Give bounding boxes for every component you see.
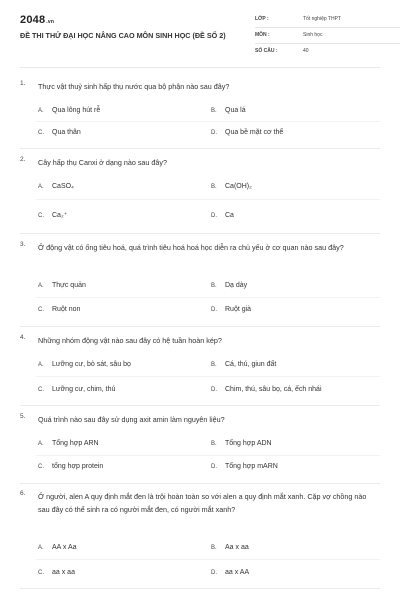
option-text: Qua thân xyxy=(52,129,81,136)
exam-title: ĐỀ THI THỬ ĐẠI HỌC NÂNG CAO MÔN SINH HỌC (ĐỀ SỐ 2) xyxy=(20,31,226,40)
option-text: tổng hợp protein xyxy=(52,463,104,470)
exam-meta xyxy=(255,14,400,61)
option-text: AA x Aa xyxy=(52,544,77,551)
question-number: 4. xyxy=(20,334,26,341)
option-d[interactable] xyxy=(211,569,249,576)
option-letter: A. xyxy=(38,283,44,289)
option-text: aa x aa xyxy=(52,569,75,576)
meta-value: 40 xyxy=(303,48,309,54)
option-text: Ca xyxy=(225,212,234,219)
option-letter: C. xyxy=(38,130,44,136)
logo-suffix: .vn xyxy=(46,19,55,25)
logo-text: 2048 xyxy=(20,14,46,26)
option-a[interactable] xyxy=(38,183,74,190)
option-text: Qua lông hút rễ xyxy=(52,107,101,114)
option-letter: C. xyxy=(38,464,44,470)
option-d[interactable] xyxy=(211,212,234,219)
option-b[interactable] xyxy=(211,183,252,190)
question-text: Thực vật thuỷ sinh hấp thụ nước qua bộ phận nào sau đây? xyxy=(38,82,230,91)
option-divider xyxy=(36,455,380,456)
option-text: Tổng hợp ARN xyxy=(52,440,99,447)
question-text: Ở người, alen A quy định mắt đen là trội hoàn toàn so với alen a quy định mắt xanh. Cặp vợ chồng nào sau đây có thể sinh ra có người mắt đen, có người mắt xanh? xyxy=(38,492,367,514)
option-letter: B. xyxy=(211,108,217,114)
option-letter: D. xyxy=(211,130,217,136)
option-a[interactable] xyxy=(38,107,100,114)
option-letter: D. xyxy=(211,307,217,313)
question-text: Cây hấp thụ Canxi ở dạng nào sau đây? xyxy=(38,158,167,167)
option-letter: B. xyxy=(211,283,217,289)
option-a[interactable] xyxy=(38,282,86,289)
option-d[interactable] xyxy=(211,463,278,470)
option-letter: A. xyxy=(38,108,44,114)
option-d[interactable] xyxy=(211,306,251,313)
option-a[interactable] xyxy=(38,361,131,368)
question-number: 5. xyxy=(20,413,26,420)
option-letter: A. xyxy=(38,362,44,368)
option-text: aa x AA xyxy=(225,569,250,576)
option-text: Ruột non xyxy=(52,306,81,313)
option-c[interactable] xyxy=(38,569,75,576)
option-text: Chim, thú, sâu bọ, cá, ếch nhái xyxy=(225,386,322,393)
option-text: Dạ dày xyxy=(225,282,248,289)
option-letter: A. xyxy=(38,545,44,551)
option-text: Tổng hợp ADN xyxy=(225,440,272,447)
question-divider xyxy=(20,588,380,589)
meta-value: Sinh học xyxy=(303,32,323,38)
site-logo[interactable] xyxy=(20,14,54,26)
option-divider xyxy=(36,376,380,377)
option-text: Lưỡng cư, bò sát, sâu bọ xyxy=(52,361,131,368)
question-number: 6. xyxy=(20,490,26,497)
option-letter: C. xyxy=(38,570,44,576)
question-divider xyxy=(20,148,380,149)
option-divider xyxy=(36,199,380,200)
question-text: Những nhóm động vật nào sau đây có hệ tuần hoàn kép? xyxy=(38,336,222,345)
option-text: Aa x aa xyxy=(225,544,249,551)
option-divider xyxy=(36,297,380,298)
option-letter: C. xyxy=(38,387,44,393)
option-a[interactable] xyxy=(38,440,99,447)
option-text: Ca₂⁺ xyxy=(52,212,68,219)
option-letter: B. xyxy=(211,545,217,551)
option-text: Ruột già xyxy=(225,306,252,313)
option-text: Ca(OH)₂ xyxy=(225,183,252,190)
option-letter: A. xyxy=(38,184,44,190)
question-number: 1. xyxy=(20,80,26,87)
option-c[interactable] xyxy=(38,211,67,219)
option-text: Tổng hợp mARN xyxy=(225,463,278,470)
header-divider xyxy=(20,67,380,68)
question-divider xyxy=(20,483,380,484)
option-a[interactable] xyxy=(38,544,77,551)
option-d[interactable] xyxy=(211,386,322,393)
option-divider xyxy=(36,121,380,122)
option-letter: D. xyxy=(211,464,217,470)
option-letter: C. xyxy=(38,307,44,313)
option-b[interactable] xyxy=(211,107,246,114)
option-divider xyxy=(36,559,380,560)
option-letter: C. xyxy=(38,213,44,219)
option-letter: B. xyxy=(211,362,217,368)
option-letter: D. xyxy=(211,387,217,393)
option-text: Cá, thú, giun đất xyxy=(225,361,277,368)
option-text: Lưỡng cư, chim, thú xyxy=(52,386,116,393)
option-text: Qua lá xyxy=(225,107,246,114)
option-letter: A. xyxy=(38,441,44,447)
option-text: Thực quản xyxy=(52,282,86,289)
option-b[interactable] xyxy=(211,544,249,551)
question-divider xyxy=(20,233,380,234)
option-b[interactable] xyxy=(211,440,272,447)
question-divider xyxy=(20,326,380,327)
option-letter: D. xyxy=(211,213,217,219)
meta-label: SỐ CÂU : xyxy=(255,48,278,54)
option-c[interactable] xyxy=(38,306,80,313)
exam-header xyxy=(20,14,380,58)
option-letter: D. xyxy=(211,570,217,576)
question-number: 2. xyxy=(20,156,26,163)
option-letter: B. xyxy=(211,184,217,190)
meta-label: MÔN : xyxy=(255,32,270,38)
meta-label: LỚP : xyxy=(255,16,269,22)
option-c[interactable] xyxy=(38,129,81,136)
option-b[interactable] xyxy=(211,361,276,368)
option-text: CaSO₄ xyxy=(52,183,74,190)
question-divider xyxy=(20,405,380,406)
meta-row-subject xyxy=(255,30,400,44)
meta-row-count xyxy=(255,46,400,59)
option-b[interactable] xyxy=(211,282,247,289)
option-c[interactable] xyxy=(38,463,103,470)
meta-value: Tốt nghiệp THPT xyxy=(303,16,341,22)
option-d[interactable] xyxy=(211,129,283,136)
option-letter: B. xyxy=(211,441,217,447)
meta-row-class xyxy=(255,14,400,28)
question-number: 3. xyxy=(20,241,26,248)
question-text: Quá trình nào sau đây sử dụng axit amin làm nguyên liệu? xyxy=(38,415,225,424)
question-text: Ở động vật có ống tiêu hoá, quá trình tiêu hoá hoá học diễn ra chủ yếu ở cơ quan nào sau đây? xyxy=(38,243,344,252)
option-c[interactable] xyxy=(38,386,115,393)
option-text: Qua bề mặt cơ thể xyxy=(225,129,284,136)
